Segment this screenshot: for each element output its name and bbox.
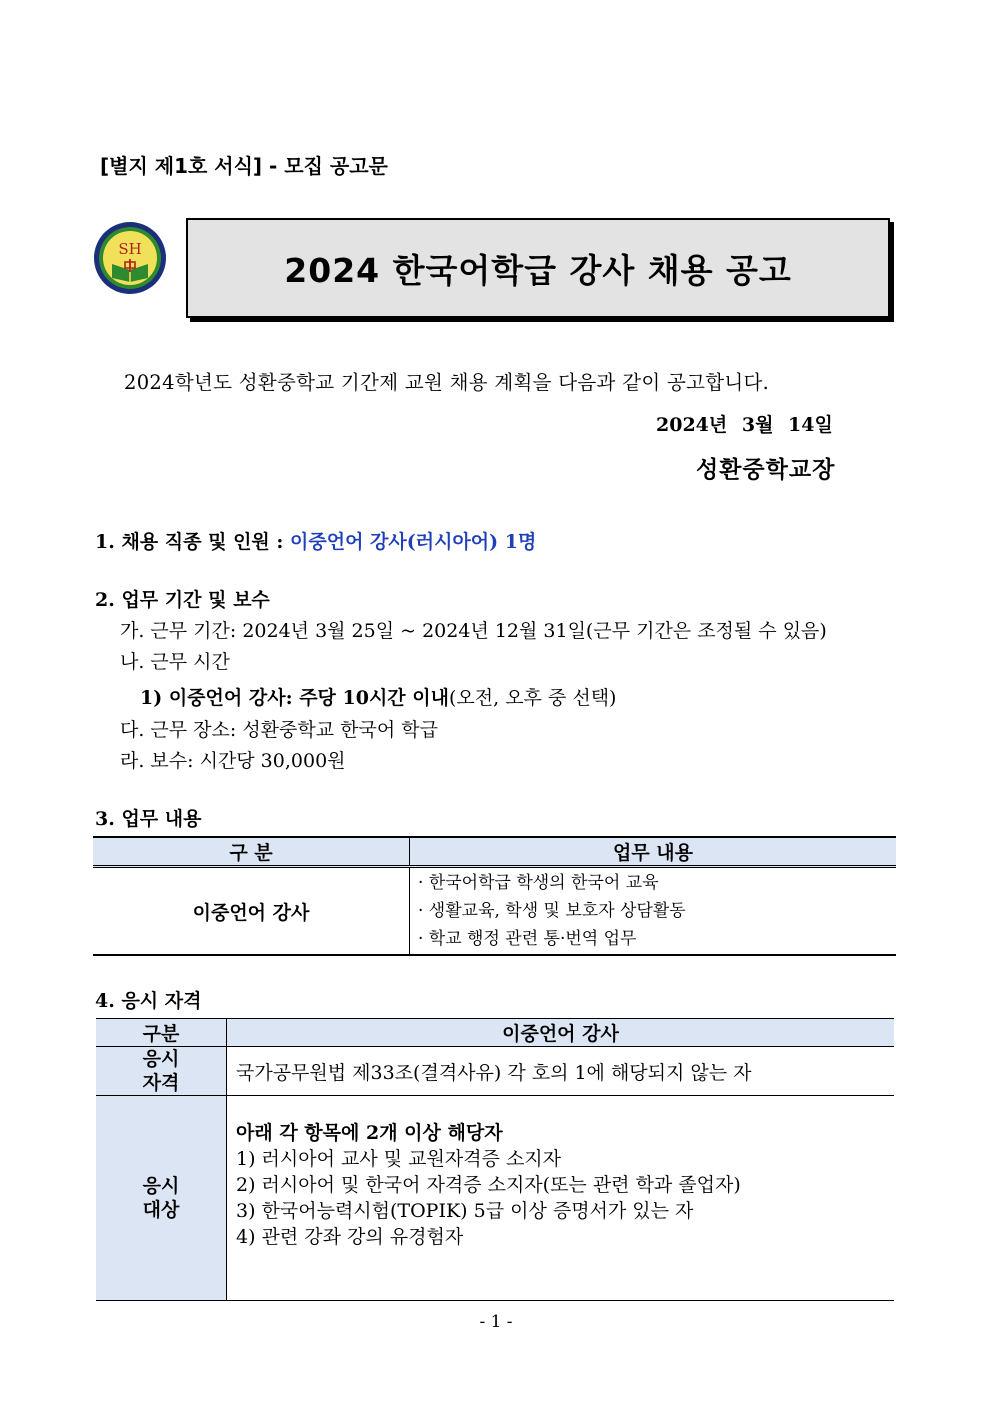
signer: 성환중학교장 [696, 456, 836, 483]
section-1-prefix: 1. 채용 직종 및 인원 : [95, 531, 291, 553]
work-hours: 나. 근무 시간 [120, 651, 230, 673]
key-line: 응시 [142, 1175, 180, 1197]
table-row [96, 1096, 894, 1301]
duties-table [93, 836, 896, 956]
section-3-heading: 3. 업무 내용 [95, 808, 202, 830]
qualification-key-eligibility [96, 1047, 227, 1096]
title-box [186, 218, 890, 318]
work-place: 다. 근무 장소: 성환중학교 한국어 학급 [120, 719, 438, 741]
page-number: - 1 - [479, 1312, 513, 1332]
school-logo [92, 220, 168, 296]
key-line: 대상 [142, 1199, 180, 1221]
section-1 [95, 527, 536, 554]
list-item: 4) 관련 강좌 강의 유경험자 [236, 1226, 464, 1248]
list-item: 1) 러시아어 교사 및 교원자격증 소지자 [236, 1148, 562, 1170]
work-hours-bold: 1) 이중언어 강사: 주당 10시간 이내 [140, 687, 449, 709]
qualification-col-role: 이중언어 강사 [227, 1019, 895, 1047]
work-period: 가. 근무 기간: 2024년 3월 25일 ~ 2024년 12월 31일(근무 기간은 조정될 수 있음) [120, 620, 827, 642]
key-line: 자격 [142, 1072, 180, 1094]
duties-role: 이중언어 강사 [93, 867, 410, 956]
section-1-value: 이중언어 강사(러시아어) 1명 [290, 531, 537, 553]
target-lead: 아래 각 항목에 2개 이상 해당자 [236, 1122, 503, 1144]
section-4-heading: 4. 응시 자격 [95, 990, 202, 1012]
list-item: 2) 러시아어 및 한국어 자격증 소지자(또는 관련 학과 졸업자) [236, 1174, 741, 1196]
pay: 라. 보수: 시간당 30,000원 [120, 750, 346, 772]
qualification-table-header [96, 1019, 894, 1047]
work-hours-detail [140, 683, 616, 710]
duties-table-header [93, 837, 896, 867]
section-2-heading: 2. 업무 기간 및 보수 [95, 589, 270, 611]
table-row [96, 1047, 894, 1096]
table-row [93, 867, 896, 956]
eligibility-value: 국가공무원법 제33조(결격사유) 각 호의 1에 해당되지 않는 자 [227, 1047, 895, 1096]
notice-date: 2024년 3월 14일 [656, 414, 833, 436]
logo-letters: SH [118, 240, 142, 258]
key-line: 응시 [142, 1048, 180, 1070]
list-item: · 한국어학급 학생의 한국어 교육 [418, 873, 659, 893]
duties-col-category: 구 분 [93, 837, 410, 867]
duties-col-content: 업무 내용 [410, 837, 897, 867]
intro-text: 2024학년도 성환중학교 기간제 교원 채용 계획을 다음과 같이 공고합니다. [124, 371, 770, 394]
list-item: · 생활교육, 학생 및 보호자 상담활동 [418, 901, 686, 921]
qualification-key-target [96, 1096, 227, 1301]
qualification-col-category: 구분 [96, 1019, 227, 1047]
page-title: 2024 한국어학급 강사 채용 공고 [284, 250, 792, 290]
qualification-table [96, 1018, 894, 1301]
work-hours-rest: (오전, 오후 중 선택) [449, 687, 617, 709]
duties-list [410, 867, 897, 956]
list-item: 3) 한국어능력시험(TOPIK) 5급 이상 증명서가 있는 자 [236, 1200, 694, 1222]
target-list [227, 1096, 895, 1301]
form-label: [별지 제1호 서식] - 모집 공고문 [100, 154, 388, 178]
list-item: · 학교 행정 관련 통·번역 업무 [418, 929, 637, 949]
